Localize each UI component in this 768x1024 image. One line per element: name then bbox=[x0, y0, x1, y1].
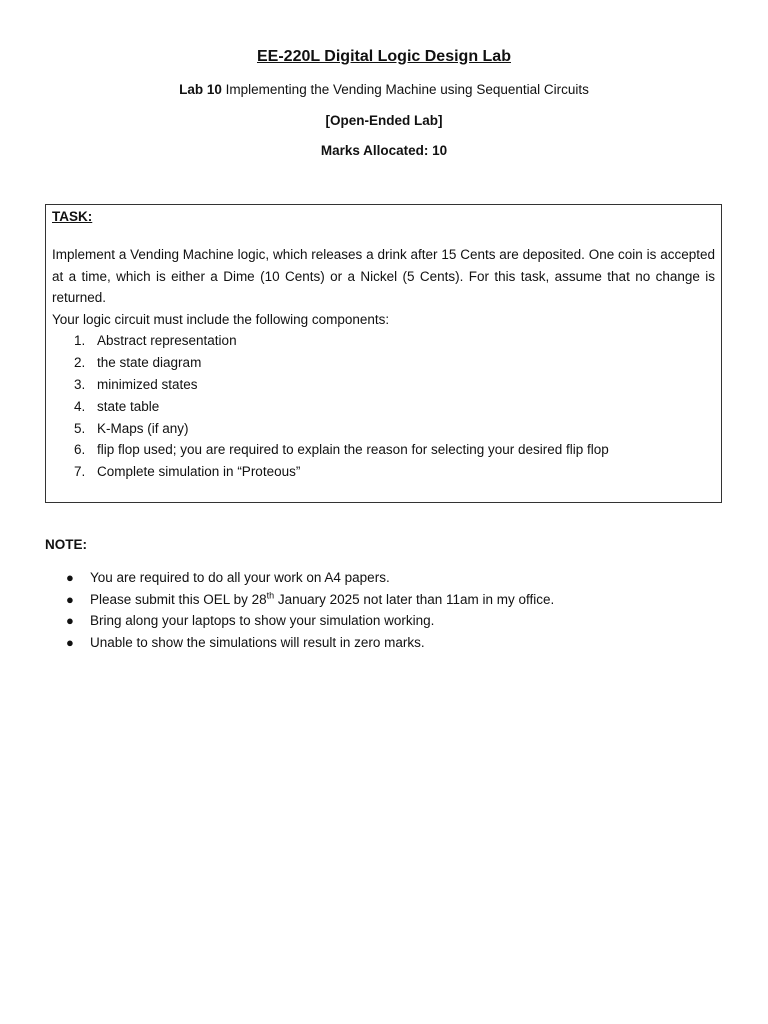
list-item bbox=[52, 352, 715, 374]
list-number: 1. bbox=[74, 333, 86, 349]
note-item bbox=[45, 632, 725, 654]
lab-type: [Open-Ended Lab] bbox=[325, 113, 443, 128]
note-heading: NOTE: bbox=[45, 537, 87, 552]
document-title: EE-220L Digital Logic Design Lab bbox=[257, 48, 511, 65]
note-item-text: Bring along your laptops to show your simulation working. bbox=[90, 613, 435, 628]
list-item-text: minimized states bbox=[97, 376, 198, 392]
note-item bbox=[45, 567, 725, 589]
marks-allocated: Marks Allocated: 10 bbox=[320, 143, 448, 158]
note-item bbox=[45, 610, 725, 632]
list-number: 7. bbox=[74, 464, 86, 480]
list-number: 6. bbox=[74, 442, 86, 458]
list-item bbox=[52, 418, 715, 440]
task-paragraph: Implement a Vending Machine logic, which releases a drink after 15 Cents are deposited. One coin is accepted at a time, which is either a Dime (10 Cents) or a Nickel (5 Cents). For this task, assume that no change is returned. bbox=[52, 247, 715, 306]
task-heading: TASK: bbox=[52, 209, 93, 224]
bullet-icon: ● bbox=[66, 591, 74, 607]
task-intro: Your logic circuit must include the following components: bbox=[52, 311, 390, 327]
list-number: 4. bbox=[74, 398, 86, 414]
note-item bbox=[45, 589, 725, 611]
list-item bbox=[52, 374, 715, 396]
lab-title: Implementing the Vending Machine using Sequential Circuits bbox=[221, 82, 589, 97]
list-item bbox=[52, 330, 715, 352]
note-item-text-post: January 2025 not later than 11am in my office. bbox=[274, 591, 555, 607]
components-list bbox=[52, 330, 715, 483]
list-item-text: flip flop used; you are required to explain the reason for selecting your desired flip flop bbox=[97, 442, 609, 458]
note-item-superscript: th bbox=[266, 590, 275, 600]
list-number: 5. bbox=[74, 420, 86, 436]
list-item-text: K-Maps (if any) bbox=[97, 420, 189, 436]
lab-number: Lab 10 bbox=[179, 82, 222, 97]
list-item bbox=[52, 439, 715, 461]
list-number: 3. bbox=[74, 376, 86, 392]
bullet-icon: ● bbox=[66, 613, 74, 628]
list-number: 2. bbox=[74, 355, 86, 371]
list-item-text: Abstract representation bbox=[97, 333, 237, 349]
bullet-icon: ● bbox=[66, 570, 74, 585]
list-item bbox=[52, 396, 715, 418]
lab-subtitle bbox=[0, 82, 768, 97]
note-item-text: You are required to do all your work on A4 papers. bbox=[90, 570, 390, 585]
task-box bbox=[45, 204, 722, 503]
note-item-text: Unable to show the simulations will result in zero marks. bbox=[90, 634, 425, 650]
note-item-text-pre: Please submit this OEL by 28 bbox=[90, 591, 267, 607]
bullet-icon: ● bbox=[66, 634, 74, 650]
list-item-text: Complete simulation in “Proteous” bbox=[97, 464, 301, 480]
list-item-text: state table bbox=[97, 398, 160, 414]
note-list bbox=[45, 567, 725, 653]
list-item bbox=[52, 461, 715, 483]
list-item-text: the state diagram bbox=[97, 355, 202, 371]
